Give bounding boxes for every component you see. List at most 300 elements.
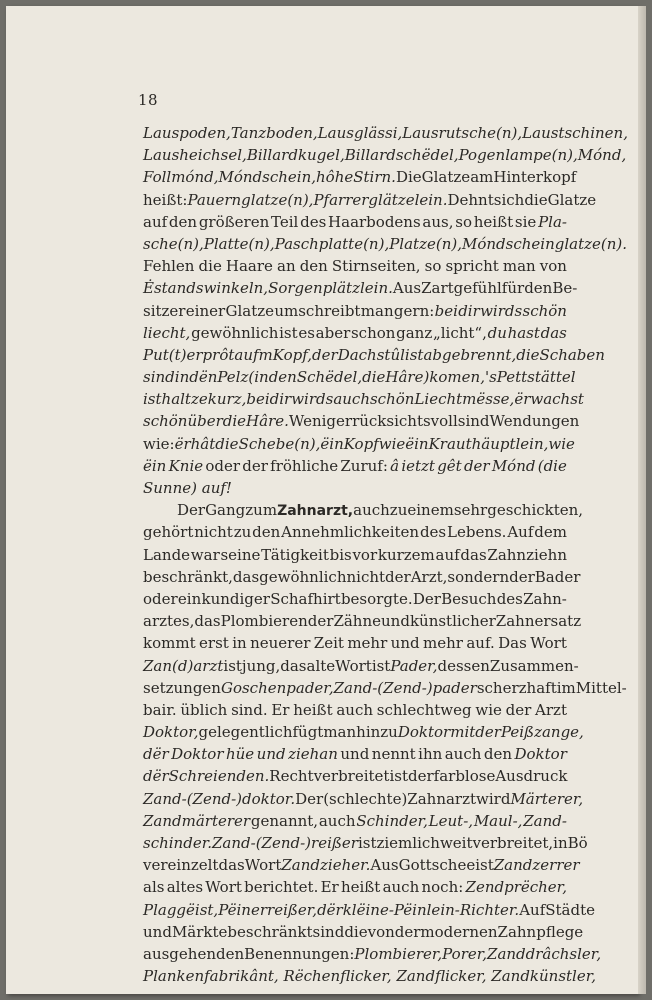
- word: Kopf: [343, 434, 379, 453]
- word: Zand-(Zend-)doktor.: [143, 789, 296, 808]
- word: (die: [537, 456, 567, 475]
- word: Haarbodens: [328, 212, 421, 231]
- text-line: [143, 300, 567, 322]
- word: ëin: [320, 434, 344, 453]
- word: die: [362, 368, 386, 387]
- word: Paschplatte(n),: [274, 234, 390, 253]
- word: Zandzieher.: [281, 856, 371, 875]
- word: Dehnt: [447, 190, 494, 209]
- text-line: [143, 943, 602, 965]
- word: nennt: [371, 745, 416, 764]
- word: Doktor: [514, 745, 567, 764]
- word: von: [539, 257, 567, 276]
- word: des: [496, 589, 523, 608]
- word: Haare: [225, 257, 273, 276]
- word: Schafhirt: [270, 589, 341, 608]
- word: üblich: [180, 700, 228, 719]
- word: Lausrutsche(n),: [402, 124, 523, 142]
- word: Mónd: [491, 456, 536, 475]
- word: der: [463, 456, 490, 475]
- text-line: [143, 921, 584, 943]
- book-page: [6, 6, 638, 994]
- word: Zanddrâchsler,: [487, 944, 602, 963]
- word: hast: [507, 323, 540, 342]
- word: Lebens.: [447, 523, 507, 542]
- word: Maul-,: [473, 811, 523, 830]
- word: auf.: [466, 634, 495, 653]
- text-line: [143, 499, 584, 521]
- word: Platze(n),: [389, 234, 462, 253]
- word: wird: [476, 789, 511, 808]
- word: Hâre.: [246, 412, 289, 431]
- word: gewöhnlich: [191, 323, 279, 342]
- word: seine: [220, 545, 261, 564]
- word: der: [505, 700, 532, 719]
- word: Lausheichsel,: [143, 146, 247, 165]
- word: Städte: [545, 900, 596, 919]
- text-line: [143, 632, 567, 654]
- word: der: [385, 567, 411, 586]
- page-edge: [638, 6, 646, 994]
- word: auf: [435, 545, 460, 564]
- word: ër: [174, 434, 191, 453]
- word: des: [300, 212, 327, 231]
- word: und: [340, 745, 370, 764]
- word: Zahnpflege: [497, 922, 584, 941]
- word: Glatze: [225, 301, 275, 320]
- word: künstlicher: [409, 612, 496, 631]
- word: Plombierer,: [354, 944, 443, 963]
- word: Zuruf:: [340, 456, 388, 475]
- word: Auf: [519, 900, 546, 919]
- word: Die: [395, 168, 422, 187]
- word: zum: [245, 501, 278, 520]
- word: Schebe(n),: [238, 434, 321, 453]
- word: Tanzboden,: [230, 124, 318, 142]
- word: das: [460, 545, 487, 564]
- word: Lande: [143, 545, 191, 564]
- text-line: [143, 255, 567, 277]
- word: Zand-(Zend-)reißer: [212, 834, 358, 852]
- word: liecht,: [143, 323, 191, 342]
- word: das: [218, 856, 245, 875]
- word: vereinzelt: [143, 856, 219, 875]
- page-number: 18: [138, 91, 159, 109]
- word: setzungen: [143, 678, 221, 697]
- word: umschreibt: [274, 301, 361, 320]
- word: Fehlen: [143, 257, 195, 276]
- word: heißt: [293, 700, 333, 719]
- word: Wort: [205, 878, 242, 897]
- word: zu: [389, 501, 408, 520]
- word: bei: [246, 390, 270, 409]
- word: Teil: [271, 212, 299, 231]
- word: altes: [166, 878, 204, 897]
- word: kurz,: [207, 390, 247, 409]
- word: Stirnseiten,: [331, 257, 421, 276]
- text-line: [143, 322, 567, 344]
- text-line: [143, 832, 588, 854]
- word: des: [419, 523, 447, 542]
- body-text: [143, 122, 628, 987]
- word: ze: [190, 390, 208, 409]
- word: auch: [333, 390, 370, 409]
- word: Glatze: [421, 168, 471, 187]
- word: neuerer: [250, 634, 311, 653]
- word: hôhe: [316, 168, 354, 187]
- word: als: [143, 878, 165, 897]
- word: in: [174, 368, 190, 387]
- word: auch: [444, 745, 482, 764]
- word: ist: [475, 856, 494, 875]
- word: halt: [161, 390, 191, 409]
- word: Lauspoden,: [143, 124, 231, 142]
- word: ietzt: [401, 456, 435, 475]
- word: war: [190, 545, 220, 564]
- word: wirds: [291, 390, 334, 409]
- word: am: [470, 168, 494, 187]
- word: Zähne: [333, 612, 382, 631]
- word: Der: [177, 501, 206, 520]
- word: ëin: [405, 434, 429, 453]
- word: Liechtmësse,: [414, 390, 515, 409]
- word: wie:: [143, 434, 175, 453]
- text-line: [143, 366, 576, 388]
- text-line: [143, 743, 567, 765]
- word: fröhliche: [270, 456, 339, 475]
- text-line: [143, 854, 580, 876]
- word: auch: [336, 700, 374, 719]
- text-line: [143, 477, 567, 499]
- text-line: [143, 122, 628, 144]
- word: Auf: [507, 523, 534, 542]
- word: Das: [498, 634, 527, 653]
- word: auch: [353, 501, 390, 520]
- text-line: [143, 876, 567, 898]
- word: Móndscheinglatze(n).: [462, 234, 628, 253]
- word: heißt: [473, 212, 514, 231]
- word: Märkte: [171, 922, 228, 941]
- word: du: [487, 323, 507, 342]
- word: die: [215, 434, 239, 453]
- word: ër: [514, 390, 531, 409]
- word: Gang: [205, 501, 246, 520]
- word: Platte(n),: [203, 234, 275, 253]
- word: Stirn.: [353, 168, 396, 187]
- word: Er: [271, 700, 290, 719]
- text-line: [143, 765, 567, 787]
- word: Billardkugel,: [246, 146, 345, 165]
- word: die: [516, 345, 540, 364]
- word: rücksichtsvoll: [352, 412, 458, 431]
- word: an: [277, 257, 296, 276]
- word: den: [252, 523, 281, 542]
- word: Glatze: [547, 190, 597, 209]
- word: Schaben: [539, 345, 605, 364]
- word: in: [232, 634, 247, 653]
- word: Zartgefühl: [421, 279, 502, 298]
- word: Doktor,: [143, 723, 199, 742]
- text-line: [143, 566, 581, 588]
- word: einer: [185, 301, 226, 320]
- word: auch: [318, 811, 356, 830]
- word: Tätigkeit: [261, 545, 329, 564]
- word: ziemlich: [376, 834, 440, 852]
- word: Pogenlampe(n),: [458, 146, 578, 165]
- word: man: [360, 301, 394, 320]
- word: wie: [548, 434, 575, 453]
- word: erst: [199, 634, 229, 653]
- word: wie: [475, 700, 502, 719]
- word: Schinder,: [356, 811, 428, 830]
- word: genannt,: [250, 811, 319, 830]
- word: Weniger: [288, 412, 353, 431]
- word: auch: [382, 878, 420, 897]
- word: abgebrennt,: [423, 345, 517, 364]
- word: Märterer,: [510, 789, 584, 808]
- word: die: [222, 412, 247, 431]
- word: fügt: [292, 723, 324, 742]
- text-line: [143, 721, 584, 743]
- word: und: [390, 634, 420, 653]
- word: Ausdruck: [495, 767, 568, 786]
- word: Zand-(Zend-)pader: [333, 678, 477, 697]
- word: so: [424, 257, 442, 276]
- word: Zahnarzt,: [277, 503, 354, 520]
- word: Doktor: [397, 723, 451, 742]
- word: man: [502, 257, 536, 276]
- word: dir: [269, 390, 292, 409]
- word: ist: [389, 767, 408, 786]
- word: ausgehenden: [143, 944, 245, 963]
- word: Aus: [392, 279, 422, 298]
- text-line: [143, 965, 597, 987]
- word: vor: [352, 545, 378, 564]
- word: ein: [177, 589, 202, 608]
- word: wachst: [530, 390, 584, 409]
- word: gelegentlich: [198, 723, 293, 742]
- word: einem: [407, 501, 454, 520]
- word: schinder.: [143, 834, 212, 852]
- word: Put(t)erprôt: [143, 345, 235, 364]
- word: sondern: [447, 567, 510, 586]
- word: Laustschinen,: [522, 124, 628, 142]
- text-line: [143, 277, 578, 299]
- word: sind.: [231, 700, 268, 719]
- word: Zandmärterer: [143, 811, 251, 830]
- word: Aus: [370, 856, 399, 875]
- word: Benennungen:: [244, 944, 355, 963]
- word: Billardschëdel,: [344, 146, 459, 165]
- word: besorgte.: [340, 589, 413, 608]
- word: sehr: [453, 501, 488, 520]
- word: Zahnersatz: [495, 612, 582, 631]
- word: Er: [320, 878, 339, 897]
- text-line: [143, 810, 567, 832]
- word: jung,: [241, 656, 281, 675]
- word: heißt:: [143, 190, 188, 209]
- word: Zan(d)arzt: [143, 656, 224, 675]
- word: für: [501, 279, 525, 298]
- word: verbreitet,: [472, 834, 554, 852]
- word: farblose: [433, 767, 496, 786]
- word: weit: [439, 834, 473, 852]
- word: sind: [312, 922, 345, 941]
- word: Zand-: [523, 811, 567, 830]
- word: sie: [514, 212, 537, 231]
- word: sich: [493, 190, 525, 209]
- word: den: [524, 279, 553, 298]
- word: der: [242, 456, 268, 475]
- word: ganz: [396, 323, 433, 342]
- word: ist: [404, 345, 424, 364]
- word: und: [256, 745, 286, 764]
- word: hüe: [225, 745, 255, 764]
- word: der: [475, 723, 501, 742]
- word: Sorgenplätzlein.: [268, 279, 393, 298]
- word: Hâre): [385, 368, 430, 387]
- word: dër: [143, 745, 169, 764]
- text-line: [143, 144, 627, 166]
- word: Besuch: [441, 589, 497, 608]
- word: Pauernglatze(n),: [187, 190, 314, 209]
- word: Wort: [244, 856, 282, 875]
- text-line: [143, 455, 567, 477]
- word: dër: [317, 900, 343, 919]
- word: oder: [205, 456, 241, 475]
- word: Mónd,: [577, 146, 627, 165]
- word: verbreitet: [313, 767, 390, 786]
- word: zu: [233, 523, 252, 542]
- word: in: [553, 834, 568, 852]
- word: beschränkt: [227, 922, 313, 941]
- word: bis: [329, 545, 352, 564]
- word: ist: [279, 323, 298, 342]
- word: im: [556, 678, 576, 697]
- word: von: [367, 922, 395, 941]
- word: dem: [534, 523, 567, 542]
- word: ist: [357, 834, 377, 852]
- text-line: [143, 233, 628, 255]
- word: schön: [369, 390, 415, 409]
- text-line: [143, 166, 577, 188]
- word: hinzu: [356, 723, 398, 742]
- word: sche(n),: [143, 234, 204, 253]
- word: sitzer: [143, 301, 186, 320]
- text-line: [143, 610, 582, 632]
- text-line: [143, 655, 579, 677]
- word: mehr: [347, 634, 388, 653]
- word: Porer,: [442, 944, 488, 963]
- word: dessen: [437, 656, 490, 675]
- word: bair.: [143, 700, 177, 719]
- word: Der: [295, 789, 324, 808]
- word: beschränkt,: [143, 567, 233, 586]
- word: Schëdel,: [296, 368, 363, 387]
- word: modernen: [420, 922, 498, 941]
- word: die: [198, 257, 222, 276]
- word: Bö: [567, 834, 588, 852]
- word: Bader: [534, 567, 581, 586]
- word: arztes,: [143, 612, 195, 631]
- text-line: [143, 211, 567, 233]
- word: den: [483, 745, 513, 764]
- text-line: [143, 544, 567, 566]
- word: Mittel-: [575, 678, 627, 697]
- word: Be-: [552, 279, 578, 298]
- word: Krauthäuptlein,: [428, 434, 549, 453]
- word: Wort: [530, 634, 567, 653]
- word: komen,: [429, 368, 485, 387]
- word: das: [280, 656, 307, 675]
- word: Pelz: [217, 368, 249, 387]
- word: der: [307, 612, 334, 631]
- word: so: [455, 212, 472, 231]
- word: das: [232, 567, 260, 586]
- text-run: Sunne) auf!: [143, 479, 232, 497]
- word: kundiger: [201, 589, 270, 608]
- word: Knie: [168, 456, 204, 475]
- word: ziehan: [288, 745, 338, 764]
- text-line: [143, 388, 584, 410]
- text-line: [143, 699, 567, 721]
- word: geschickten,: [487, 501, 584, 520]
- word: mehr: [423, 634, 463, 653]
- word: Ėstandswinkeln,: [143, 279, 269, 298]
- word: Zusammen-: [489, 656, 579, 675]
- word: kurzem: [377, 545, 435, 564]
- word: Zahn-: [523, 589, 567, 608]
- word: Pader,: [390, 656, 438, 675]
- word: Plaggëist,: [143, 900, 219, 919]
- text-line: [143, 677, 627, 699]
- word: größeren: [198, 212, 270, 231]
- word: sind: [457, 412, 490, 431]
- word: über: [187, 412, 223, 431]
- word: der: [312, 345, 338, 364]
- word: â: [390, 456, 400, 475]
- word: alte: [306, 656, 336, 675]
- text-line: [143, 189, 597, 211]
- word: Der: [412, 589, 441, 608]
- word: ist: [371, 656, 391, 675]
- word: ëin: [143, 456, 167, 475]
- word: Pla-: [538, 212, 567, 231]
- word: wirds: [480, 301, 523, 320]
- word: ist: [223, 656, 242, 675]
- text-line: [143, 588, 567, 610]
- word: den: [299, 257, 328, 276]
- text-line: [143, 521, 567, 543]
- word: heißt: [340, 878, 381, 897]
- word: das: [194, 612, 221, 631]
- word: der: [394, 922, 421, 941]
- text-line: [143, 899, 596, 921]
- word: hât: [190, 434, 216, 453]
- word: Pettstättel: [496, 368, 576, 387]
- word: dër: [143, 767, 169, 786]
- word: noch:: [421, 878, 464, 897]
- word: das: [540, 323, 567, 342]
- word: es: [298, 323, 315, 342]
- word: Pfarrerglätzelein.: [313, 190, 448, 209]
- word: der: [509, 567, 535, 586]
- word: gewöhnlich: [259, 567, 347, 586]
- word: Zahnarzt: [407, 789, 477, 808]
- word: (schlechte): [323, 789, 408, 808]
- word: „licht“,: [432, 323, 487, 342]
- word: Leut-,: [428, 811, 474, 830]
